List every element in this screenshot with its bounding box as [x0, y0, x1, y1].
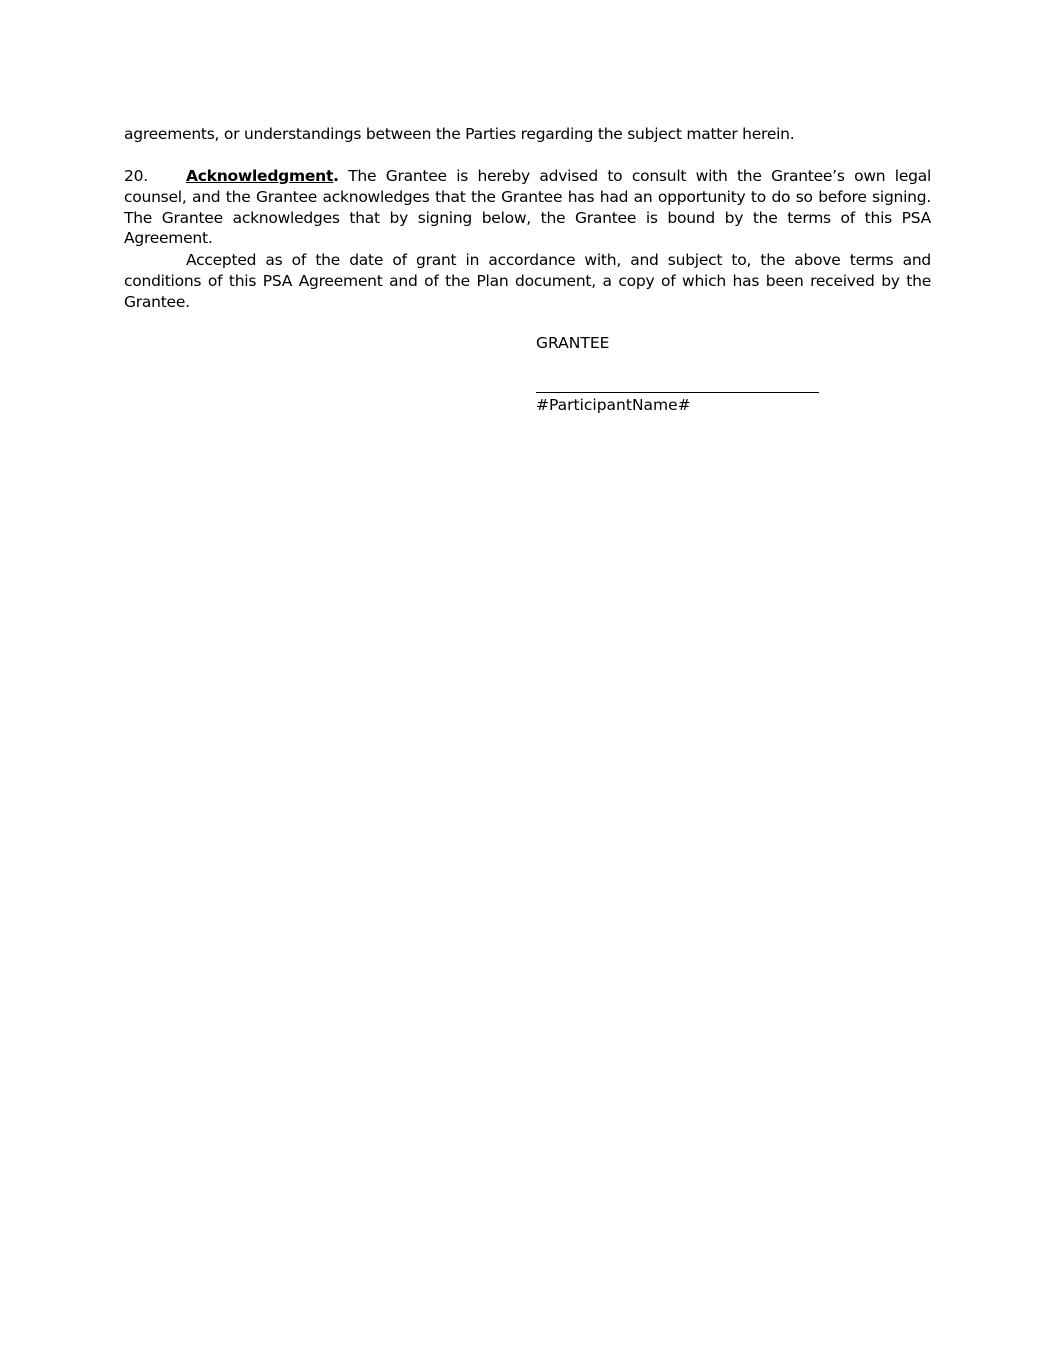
signature-line — [536, 392, 819, 393]
acceptance-paragraph: Accepted as of the date of grant in accordance with, and subject to, the above terms and conditions of this PSA Agreement and of the Plan document, a copy of which has been received by the Grantee. — [124, 251, 931, 311]
section-heading: Acknowledgment — [186, 167, 334, 185]
signature-label: GRANTEE — [536, 334, 610, 352]
participant-name-placeholder: #ParticipantName# — [536, 396, 691, 414]
continuation-paragraph: agreements, or understandings between the Parties regarding the subject matter herein. — [124, 125, 795, 143]
section-heading-period: . — [333, 167, 339, 185]
section-number: 20. — [124, 167, 148, 185]
section-20-paragraph — [124, 166, 931, 249]
section-body: The Grantee is hereby advised to consult with the Grantee’s own legal counsel, and the Grantee acknowledges that the Grantee has had an opportunity to do so before signing. The Grantee acknowledges that by signing below, the Grantee is bound by the terms of this PSA Agreement. — [124, 167, 931, 248]
